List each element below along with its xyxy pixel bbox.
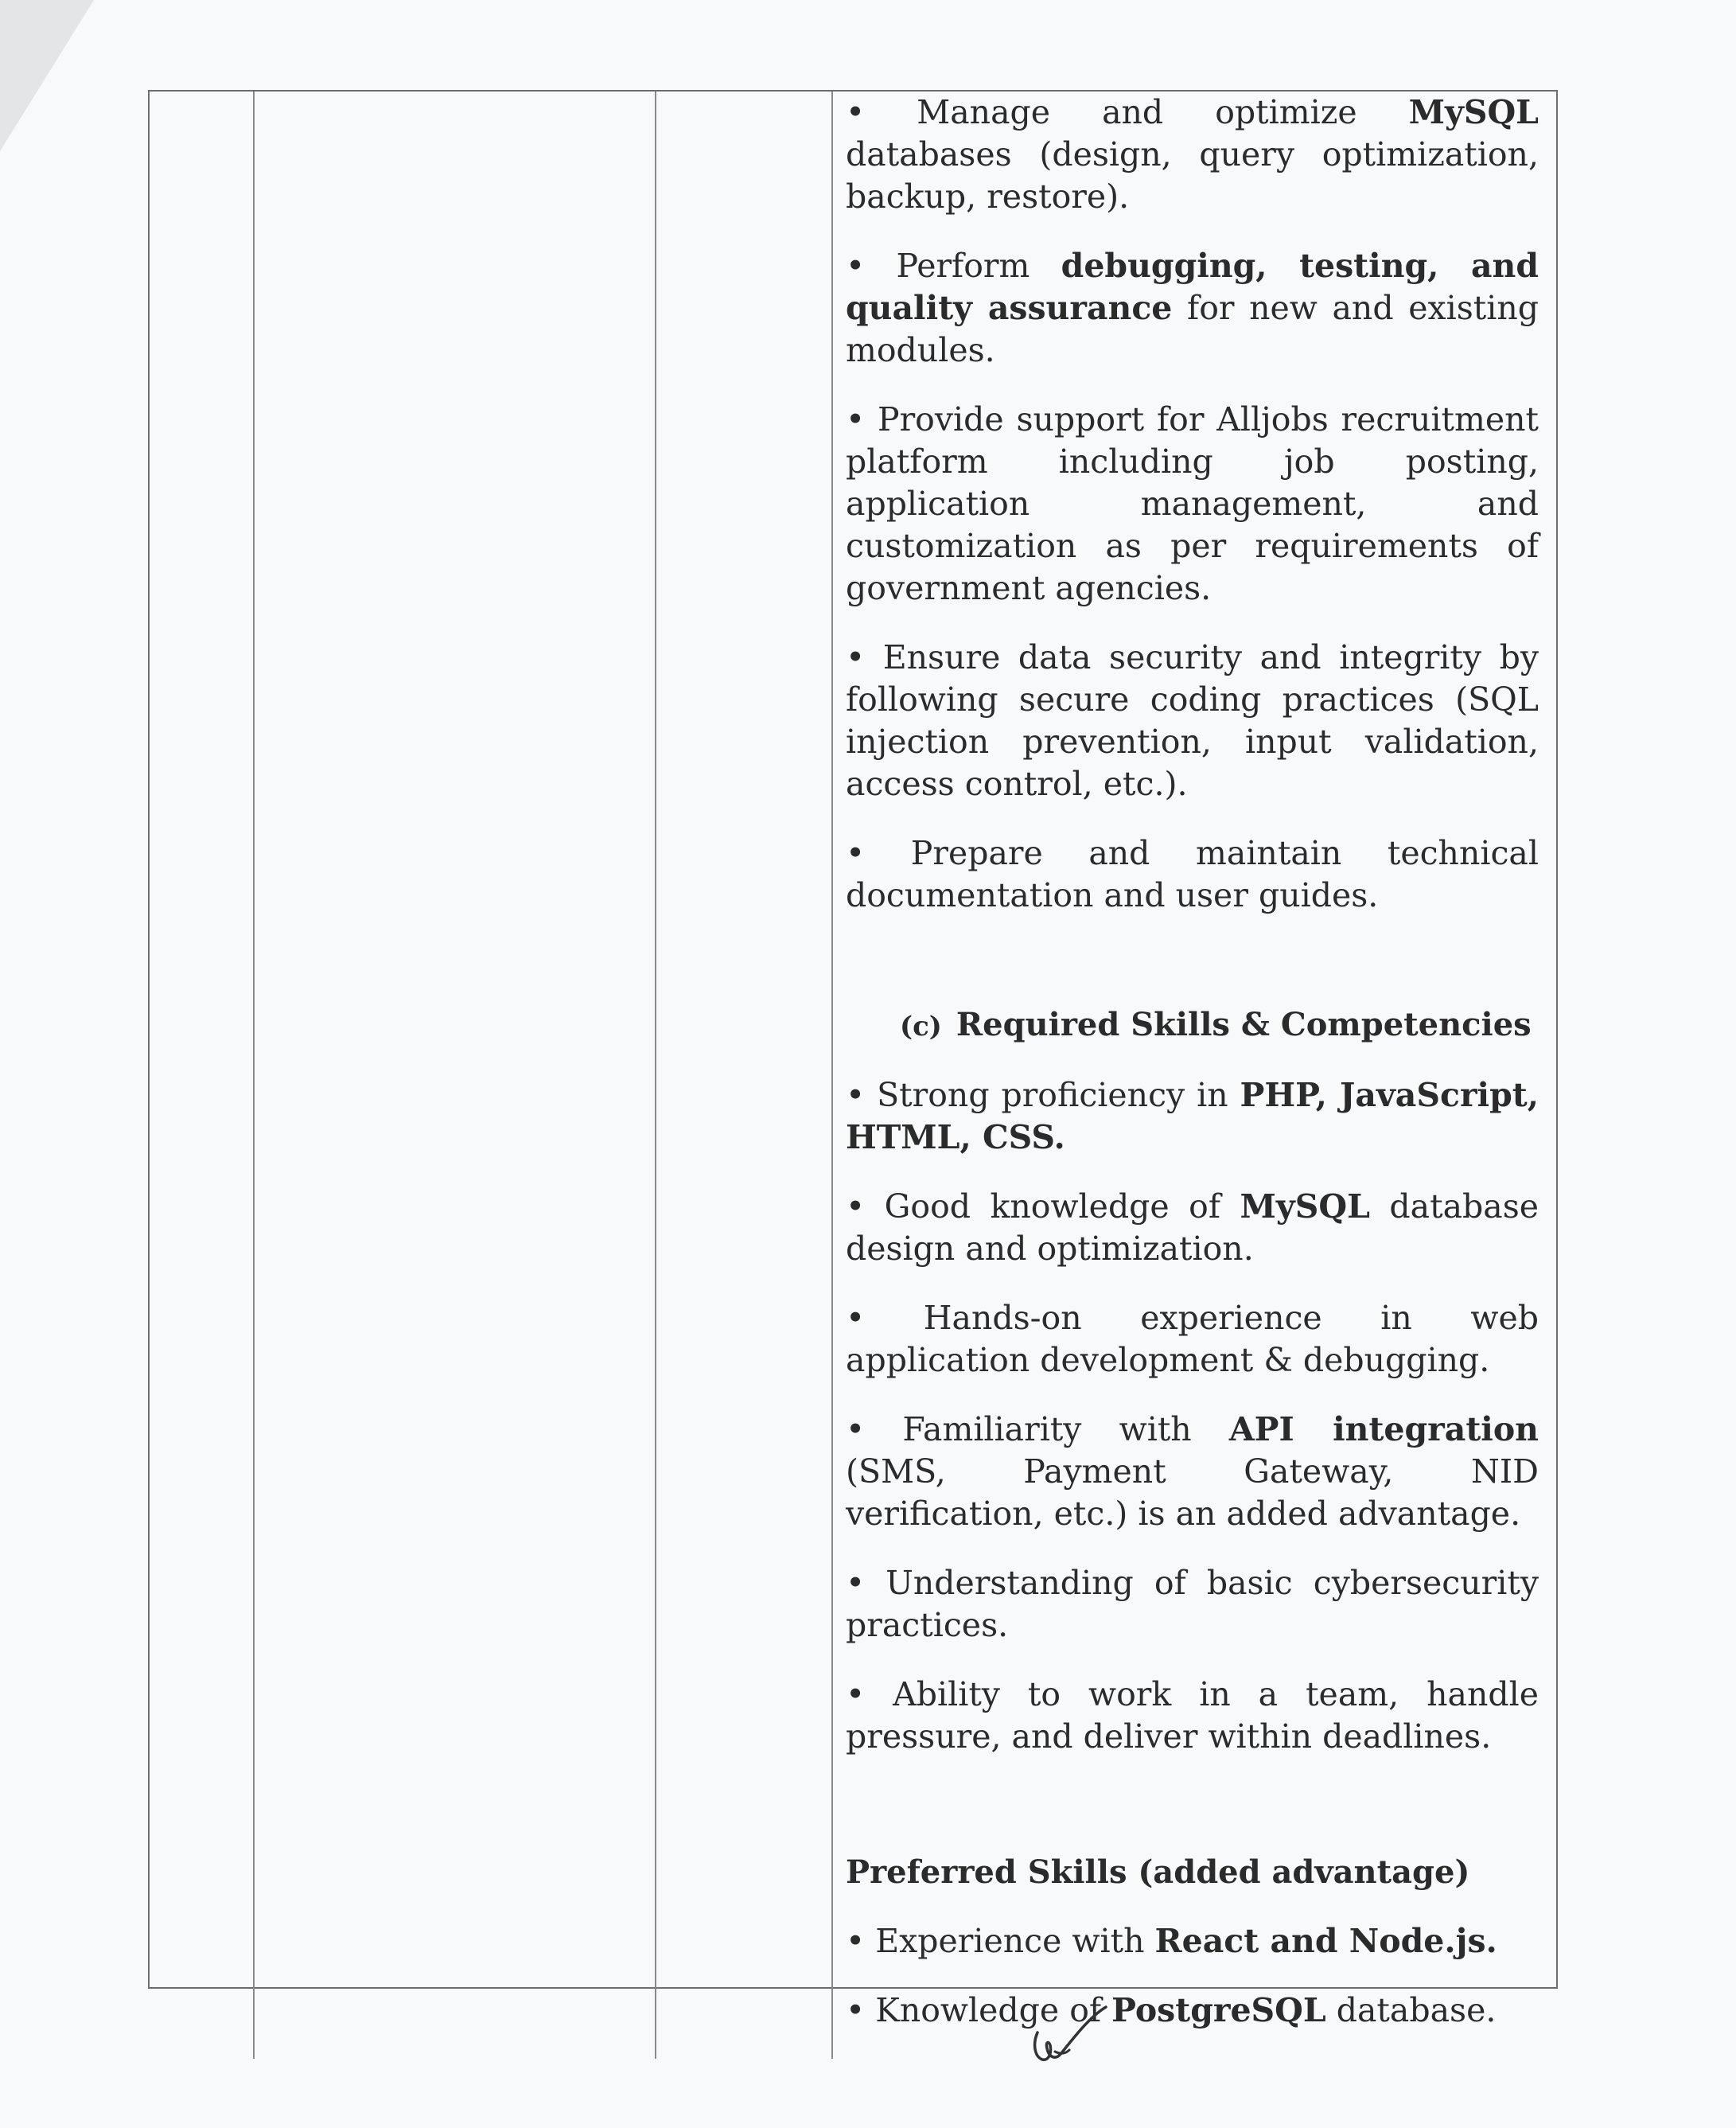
item-bold-text: debugging, testing, and quality assurance <box>846 247 1539 327</box>
preferred-skill-item <box>846 1920 1539 1962</box>
item-text: • Strong proficiency in <box>846 1076 1240 1114</box>
table-column-1 <box>150 92 255 2059</box>
item-text: • Ensure data security and integrity by following secure coding practices (SQL injection prevention, input validation, access control, etc.). <box>846 638 1539 803</box>
item-bold-text: MySQL <box>1240 1187 1370 1226</box>
item-text: databases (design, query optimization, backup, restore). <box>846 135 1539 216</box>
preferred-skills-heading: Preferred Skills (added advantage) <box>846 1853 1470 1891</box>
responsibility-item <box>846 92 1539 218</box>
item-text: • Familiarity with <box>846 1410 1229 1448</box>
item-bold-text: API integration <box>1228 1410 1539 1448</box>
required-skill-item <box>846 1074 1539 1159</box>
table-column-3 <box>656 92 833 2059</box>
required-skill-item <box>846 1297 1539 1382</box>
item-bold-text: MySQL <box>1408 93 1539 131</box>
responsibility-item <box>846 245 1539 372</box>
required-skills-heading <box>900 1004 1539 1047</box>
required-skill-item <box>846 1186 1539 1270</box>
item-text: database. <box>1325 1991 1497 2029</box>
preferred-skills-list <box>846 1920 1539 2032</box>
handwritten-signature <box>1026 2002 1114 2074</box>
item-text: for new and existing modules. <box>846 289 1539 369</box>
item-text: (SMS, Payment Gateway, NID verification, etc.) is an added advantage. <box>846 1452 1539 1533</box>
required-skill-item <box>846 1674 1539 1758</box>
item-text: • Experience with <box>846 1922 1155 1960</box>
item-text: • Manage and optimize <box>846 93 1409 131</box>
item-text: • Ability to work in a team, handle pressure, and deliver within deadlines. <box>846 1675 1539 1756</box>
item-text: • Understanding of basic cybersecurity practices. <box>846 1564 1539 1644</box>
responsibility-item <box>846 637 1539 805</box>
responsibility-item <box>846 399 1539 610</box>
item-bold-text: React and Node.js. <box>1154 1922 1497 1960</box>
responsibility-item <box>846 832 1539 917</box>
required-skills-list <box>846 1074 1539 1758</box>
table-column-2 <box>255 92 656 2059</box>
page-fold-corner <box>0 0 103 159</box>
item-text: • Knowledge of <box>846 1991 1112 2029</box>
item-bold-text: PHP, JavaScript, HTML, CSS. <box>846 1076 1539 1156</box>
section-label: (c) <box>900 1011 942 1043</box>
item-text: • Good knowledge of <box>846 1187 1240 1226</box>
item-text: • Hands-on experience in web application development & debugging. <box>846 1299 1539 1379</box>
item-text: database design and optimization. <box>846 1187 1539 1268</box>
table-column-description <box>833 92 1556 2059</box>
required-skill-item <box>846 1562 1539 1647</box>
item-text: • Perform <box>846 247 1061 285</box>
item-bold-text: PostgreSQL <box>1111 1991 1326 2029</box>
preferred-skill-item <box>846 1990 1539 2032</box>
document-table <box>148 90 1558 2029</box>
required-skill-item <box>846 1409 1539 1535</box>
item-text: • Provide support for Alljobs recruitment platform including job posting, application management, and customization as per requirements of government agencies. <box>846 400 1539 607</box>
item-text: • Prepare and maintain technical documentation and user guides. <box>846 834 1539 914</box>
section-title: Required Skills & Competencies <box>956 1006 1532 1043</box>
responsibilities-list <box>846 92 1539 917</box>
